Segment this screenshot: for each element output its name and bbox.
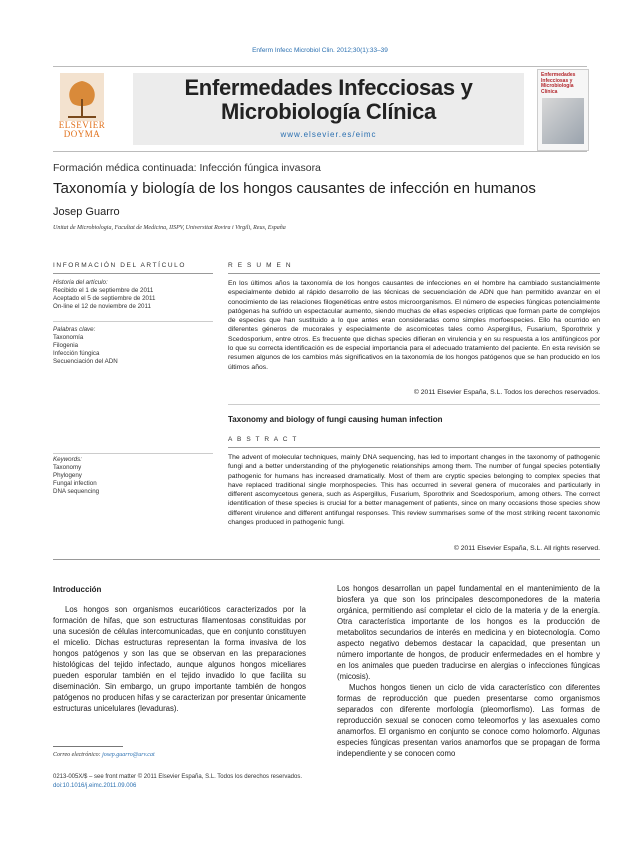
journal-cover [537,69,589,151]
history-label: Historia del artículo: [53,279,108,286]
article-info-heading: INFORMACIÓN DEL ARTÍCULO [53,262,187,269]
history-online: On-line el 12 de noviembre de 2011 [53,303,151,310]
cover-title: Enfermedades Infecciosas y Microbiología Clínica [541,72,576,95]
resumen-copyright: © 2011 Elsevier España, S.L. Todos los derechos reservados. [413,389,600,396]
keywords-en-label: Keywords: [53,456,82,463]
masthead [53,66,587,152]
author-affiliation: Unitat de Microbiologia, Facultat de Medicina, IISPV, Universitat Rovira i Virgili, Reus, España [53,225,286,231]
article-history [53,279,213,311]
body-right-column [337,583,600,759]
elsevier-logo [53,73,111,147]
email-link[interactable]: josep.guarro@urv.cat [102,752,155,758]
keyword: DNA sequencing [53,488,100,495]
keyword: Filogenia [53,342,79,349]
keyword: Infección fúngica [53,350,100,357]
correspondence-footnote [53,752,155,758]
front-matter-rule [53,559,600,560]
publisher-subname: DOYMA [63,129,101,139]
journal-citation: Enferm Infecc Microbiol Clin. 2012;30(1):33–39 [252,47,388,54]
abstract-rule [228,447,600,448]
history-accepted: Aceptado el 5 de septiembre de 2011 [53,295,156,302]
keyword: Fungal infection [53,480,97,487]
introduction-heading: Introducción [53,585,102,594]
keyword: Taxonomía [53,334,84,341]
body-left-column [53,604,306,714]
footnote-rule [53,746,123,747]
history-received: Recibido el 1 de septiembre de 2011 [53,287,154,294]
publisher-name: ELSEVIER [58,120,106,130]
page-footer [53,773,302,791]
keyword: Secuenciación del ADN [53,358,118,365]
paragraph: Muchos hongos tienen un ciclo de vida característico con diferentes formas de reproducción que pueden presentarse como organismos separados con diferente morfología (pleomorfismo). Las formas de reproducción sexual se conocen como teleomorfos y las asexuales como anamorfos. El organismo en conjunto se conoce como holomorfo. Algunas especies fúngicas presentan varios anamorfos que se propagan de forma independiente y se conocen como [337,683,600,758]
resumen-rule [228,273,600,274]
cover-image [542,98,584,144]
journal-url-link[interactable]: www.elsevier.es/eimc [280,130,377,139]
keywords-es [53,326,213,366]
info-divider [53,321,213,322]
abstract-copyright: © 2011 Elsevier España, S.L. All rights reserved. [453,545,600,552]
issn-line: 0213-005X/$ – see front matter © 2011 Elsevier España, S.L. Todos los derechos reservados. [53,774,303,780]
elsevier-tree-icon [60,73,104,121]
article-author: Josep Guarro [53,206,120,218]
english-title: Taxonomy and biology of fungi causing human infection [228,415,443,424]
resumen-heading: R E S U M E N [228,262,293,269]
journal-title-line1: Enfermedades Infecciosas y [184,75,473,100]
journal-title [133,76,524,124]
article-section: Formación médica continuada: Infección fúngica invasora [53,162,321,174]
keywords-label: Palabras clave: [53,326,96,333]
email-label: Correo electrónico: [53,752,101,758]
abstract-heading: A B S T R A C T [228,436,298,443]
resumen-divider [228,404,600,405]
paragraph: Los hongos desarrollan un papel fundamental en el mantenimiento de la biosfera ya que son los principales descomponedores de la materia orgánica, permitiendo así completar el ciclo de la materia y de la energía. Otra característica importante de los hongos es la producción de metabolitos secundarios de interés en medicina y en biotecnología. Como aspecto negativo debemos destacar la capacidad, que presentan un número importante de hongos, de producir enfermedades en el hombre y en los animales que pueden traducirse en alergias o infecciones fúngicas (micosis). [337,584,600,681]
keyword: Taxonomy [53,464,82,471]
abstract-text: The advent of molecular techniques, mainly DNA sequencing, has led to important changes in the taxonomy of pathogenic fungi and a better understanding of the phylogenetic relationships among them. The number of fungal species potentially pathogenic for humans has increased dramatically. Most of them are cryptic species belonging to complex species that have replaced traditional single morphospecies. This has occurred in several genera of mucorales and particularly in different ascomycetous genera, such as Aspergillus, Fusarium, Sporothrix and Scedosporium, among others. The correct identification of these species is crucial for a better management of patients, since on many occasions those species show different virulence and different antifungal responses. This review summarises some of the most striking recent taxonomic changes produced in pathogenic fungi. [228,454,600,527]
info-rule [53,273,213,274]
keyword: Phylogeny [53,472,82,479]
article-title: Taxonomía y biología de los hongos causantes de infección en humanos [53,180,536,197]
resumen-text: En los últimos años la taxonomía de los hongos causantes de infecciones en el hombre ha cambiado sustancialmente especialmente debido al rápido desarrollo de las técnicas de secuenciación de ADN que han permitido avanzar en el conocimiento de las relaciones filogenéticas entre estos microorganismos. El número de especies fúngicas potencialmente patógenas ha sufrido un espectacular aumento, siendo muchas de ellas especies crípticas que forman parte de complejos de especies que han sustituido a lo que antes eran consideradas como simples morfoespecies. Ello ha ocurrido en diferentes géneros de mucorales y especialmente de ascomicetes tales como Aspergillus, Fusarium, Sporothrix y Scedosporium, entre otros. Es frecuente que dichas species difieran en virulencia y en su respuesta a los antifúngicos por lo que su correcta identificación es de especial importancia para el adecuado tratamiento del paciente. En esta revisión se resumen algunos de los cambios más significativos en la taxonomía de los hongos patógenos que se han producido en los últimos años. [228,280,600,371]
keywords-divider [53,453,213,454]
journal-title-line2: Microbiología Clínica [221,99,436,124]
keywords-en [53,456,213,496]
doi-link[interactable]: doi:10.1016/j.eimc.2011.09.006 [53,783,137,789]
paragraph: Los hongos son organismos eucarióticos caracterizados por la formación de hifas, que son estructuras filamentosas constituidas por una sucesión de células intercomunicadas, que en conjunto constituyen el micelio. Dichas estructuras representan la forma invasiva de los hongos patógenos y son las que se observan en las preparaciones histológicas del tejido infectado, aunque algunos hongos miceliares pueden esporular también en el tejido invadido lo que facilita su diseminación. Sin embargo, un grupo importante también de hongos patógenos no producen hifas y se caracterizan por presentar únicamente estructuras unicelulares (levaduras). [53,605,306,713]
